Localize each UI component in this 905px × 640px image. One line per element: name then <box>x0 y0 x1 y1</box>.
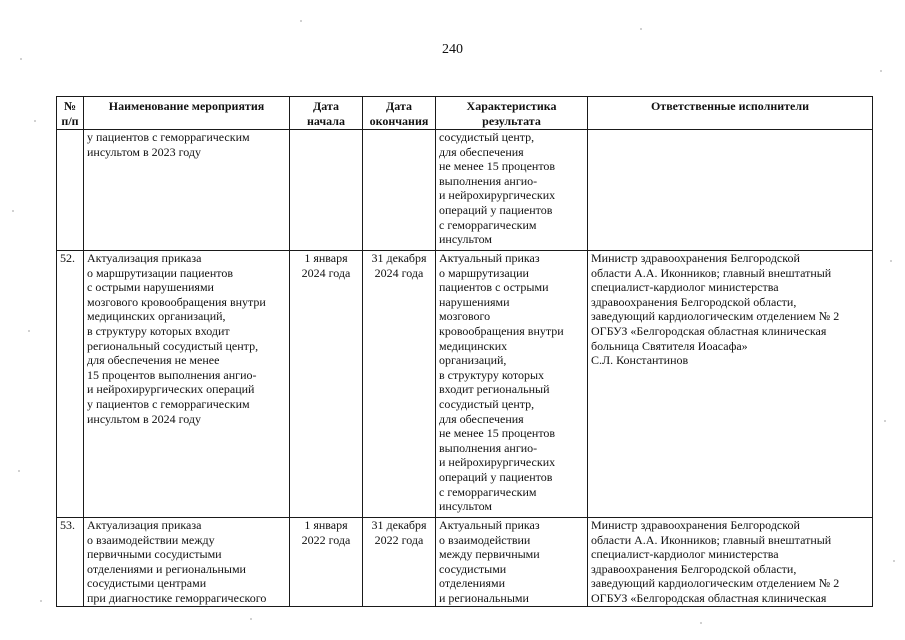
header-start-date: Дата начала <box>290 97 363 130</box>
scan-speck <box>34 120 36 122</box>
header-end-date: Дата окончания <box>363 97 436 130</box>
row-name: у пациентов с геморрагическим инсультом в 2023 году <box>84 130 290 251</box>
row-start-date: 1 января 2024 года <box>290 251 363 518</box>
row-responsible <box>588 130 873 251</box>
row-result: Актуальный приказ о маршрутизации пациентов с острыми нарушениями мозгового кровообращения внутри медицинских организаций, в структуру которых входит региональный сосудистый центр, для обеспечения не менее 15 процентов выполнения ангио- и нейрохирургических операций у пациентов с геморрагическим инсультом <box>436 251 588 518</box>
header-name: Наименование мероприятия <box>84 97 290 130</box>
scan-speck <box>300 20 302 22</box>
row-end-date: 31 декабря 2024 года <box>363 251 436 518</box>
scan-speck <box>893 560 895 562</box>
scan-speck <box>890 260 892 262</box>
row-name: Актуализация приказа о маршрутизации пациентов с острыми нарушениями мозгового кровообращения внутри медицинских организаций, в структуру которых входит региональный сосудистый центр, для обеспечения не менее 15 процентов выполнения ангио- и нейрохирургических операций у пациентов с геморрагическим инсультом в 2024 году <box>84 251 290 518</box>
scan-speck <box>250 618 252 620</box>
table-row <box>57 130 873 251</box>
row-start-date: 1 января 2022 года <box>290 518 363 607</box>
header-result: Характеристика результата <box>436 97 588 130</box>
scan-speck <box>28 330 30 332</box>
header-responsible: Ответственные исполнители <box>588 97 873 130</box>
row-end-date <box>363 130 436 251</box>
table-row <box>57 518 873 607</box>
header-num: № п/п <box>57 97 84 130</box>
activities-table <box>56 96 873 607</box>
scan-speck <box>20 58 22 60</box>
table-row <box>57 251 873 518</box>
scan-speck <box>18 470 20 472</box>
row-result: Актуальный приказ о взаимодействии между первичными сосудистыми отделениями и региональными <box>436 518 588 607</box>
row-end-date: 31 декабря 2022 года <box>363 518 436 607</box>
table-header-row <box>57 97 873 130</box>
scan-speck <box>880 70 882 72</box>
row-name: Актуализация приказа о взаимодействии между первичными сосудистыми отделениями и региональными сосудистыми центрами при диагностике геморрагического <box>84 518 290 607</box>
scan-speck <box>40 600 42 602</box>
scan-speck <box>12 210 14 212</box>
row-result: сосудистый центр, для обеспечения не менее 15 процентов выполнения ангио- и нейрохирургических операций у пациентов с геморрагическим инсультом <box>436 130 588 251</box>
scan-speck <box>700 622 702 624</box>
row-responsible: Министр здравоохранения Белгородской области А.А. Иконников; главный внештатный специалист-кардиолог министерства здравоохранения Белгородской области, заведующий кардиологическим отделением № 2 ОГБУЗ «Белгородская областная клиническая <box>588 518 873 607</box>
row-responsible: Министр здравоохранения Белгородской области А.А. Иконников; главный внештатный специалист-кардиолог министерства здравоохранения Белгородской области, заведующий кардиологическим отделением № 2 ОГБУЗ «Белгородская областная клиническая больница Святителя Иоасафа» С.Л. Константинов <box>588 251 873 518</box>
scan-speck <box>884 420 886 422</box>
row-start-date <box>290 130 363 251</box>
row-num: 53. <box>57 518 84 607</box>
row-num <box>57 130 84 251</box>
page-number: 240 <box>442 42 463 57</box>
scan-speck <box>640 28 642 30</box>
row-num: 52. <box>57 251 84 518</box>
